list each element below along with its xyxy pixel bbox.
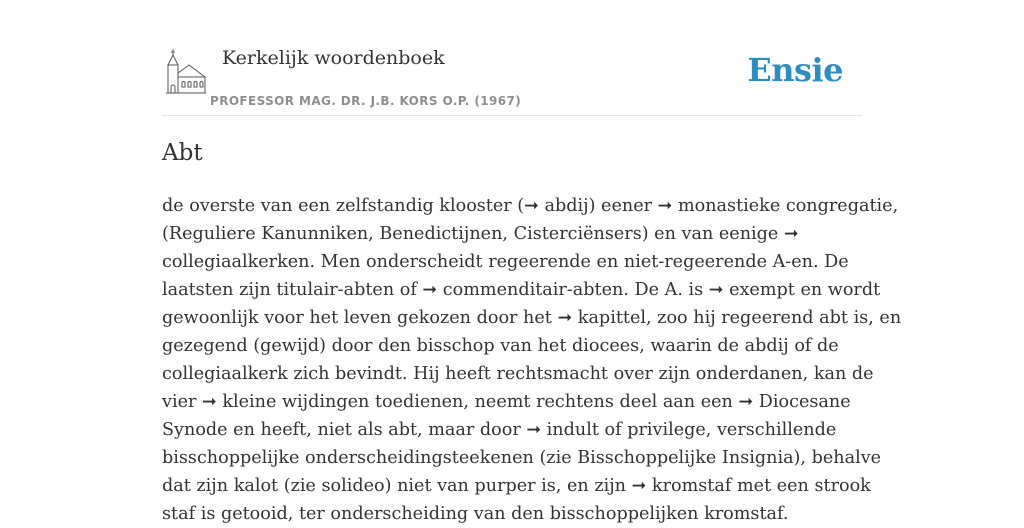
entry-line: staf is getooid, ter onderscheiding van den bisschoppelijken kromstaf. bbox=[162, 504, 789, 524]
dictionary-author[interactable]: PROFESSOR MAG. DR. J.B. KORS O.P. (1967) bbox=[210, 94, 522, 108]
entry-line: collegiaalkerken. Men onderscheidt regeerende en niet-regeerende A-en. De bbox=[162, 252, 849, 272]
entry-line: de overste van een zelfstandig klooster (➞ abdij) eener ➞ monastieke congregatie, bbox=[162, 196, 899, 216]
entry-line: dat zijn kalot (zie solideo) niet van purper is, en zijn ➞ kromstaf met een strook bbox=[162, 476, 871, 496]
entry-line: Synode en heeft, niet als abt, maar door ➞ indult of privilege, verschillende bbox=[162, 420, 837, 440]
entry-title: Abt bbox=[162, 140, 203, 166]
entry-line: bisschoppelijke onderscheidingsteekenen (zie Bisschoppelijke Insignia), behalve bbox=[162, 448, 882, 468]
entry-line: vier ➞ kleine wijdingen toedienen, neemt rechtens deel aan een ➞ Diocesane bbox=[162, 392, 851, 412]
entry-line: gewoonlijk voor het leven gekozen door het ➞ kapittel, zoo hij regeerend abt is, en bbox=[162, 308, 902, 328]
entry-line: (Reguliere Kanunniken, Benedictijnen, Cisterciënsers) en van eenige ➞ bbox=[162, 224, 799, 244]
ensie-logo[interactable]: Ensie bbox=[747, 51, 843, 89]
church-icon bbox=[165, 49, 207, 95]
dictionary-title[interactable]: Kerkelijk woordenboek bbox=[222, 47, 445, 69]
entry-body bbox=[162, 192, 902, 528]
entry-line: laatsten zijn titulair-abten of ➞ commenditair-abten. De A. is ➞ exempt en wordt bbox=[162, 280, 881, 300]
entry-line: collegiaalkerk zich bevindt. Hij heeft rechtsmacht over zijn onderdanen, kan de bbox=[162, 364, 874, 384]
entry-line: gezegend (gewijd) door den bisschop van het diocees, waarin de abdij of de bbox=[162, 336, 839, 356]
dictionary-header bbox=[162, 40, 862, 116]
